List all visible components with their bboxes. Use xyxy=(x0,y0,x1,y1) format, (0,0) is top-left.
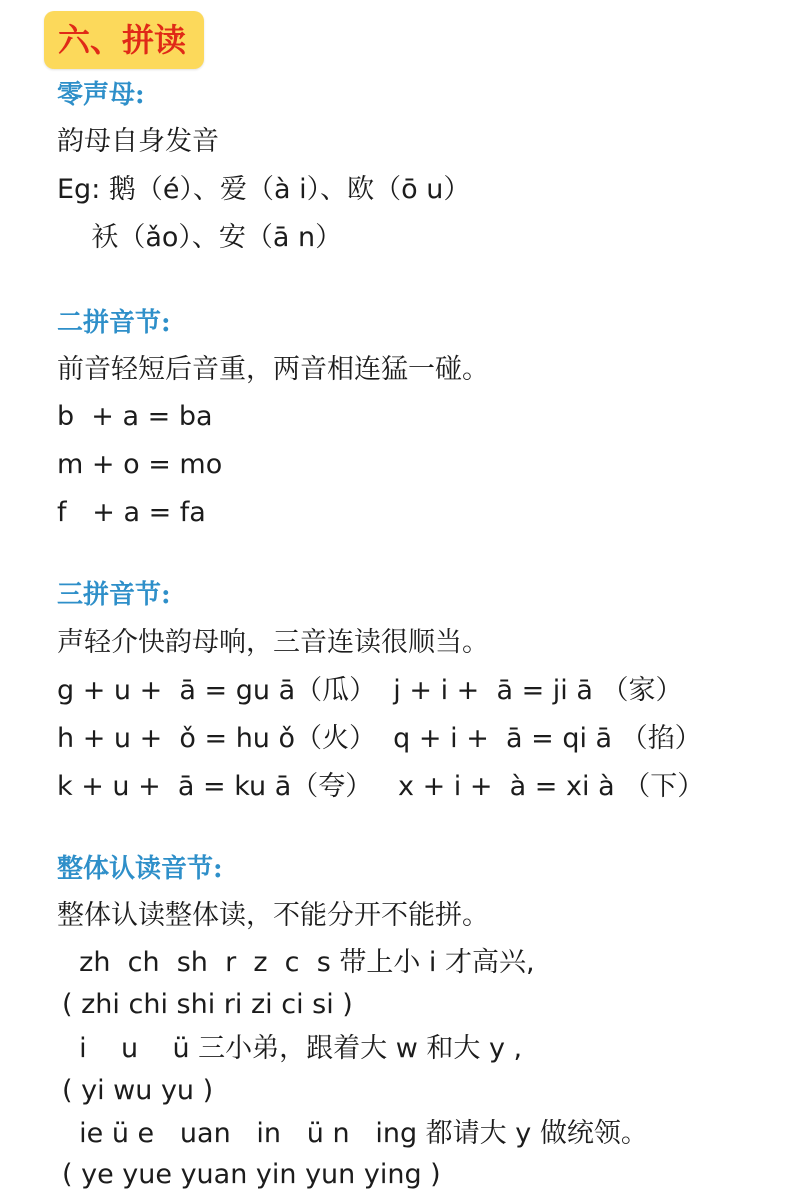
two-part-rule: 前音轻短后音重，两音相连猛一碰。 xyxy=(57,354,489,385)
title-badge xyxy=(44,11,204,69)
zero-initial-example-2: 袄（ǎo）、安（ā n） xyxy=(57,222,343,253)
two-part-example-3: f + a = fa xyxy=(57,497,206,528)
section-heading-zero-initial: 零声母: xyxy=(57,80,145,110)
section-heading-three-part: 三拼音节: xyxy=(57,580,171,610)
whole-syllables-list-3: ( ye yue yuan yin yun ying ) xyxy=(62,1159,441,1190)
two-part-example-1: b + a = ba xyxy=(57,401,213,432)
three-part-example-1: g + u + ā = gu ā（瓜） j + i + ā = ji ā （家） xyxy=(57,675,683,706)
three-part-example-2: h + u + ǒ = hu ǒ（火） q + i + ā = qi ā （掐） xyxy=(57,723,702,754)
zero-initial-example-1: Eg: 鹅（é）、爱（à i）、欧（ō u） xyxy=(57,174,471,205)
two-part-example-2: m + o = mo xyxy=(57,449,223,480)
section-heading-whole-syllables: 整体认读音节: xyxy=(57,854,223,884)
section-heading-two-part: 二拼音节: xyxy=(57,308,171,338)
whole-syllables-verse-2: i u ü 三小弟，跟着大 w 和大 y , xyxy=(62,1033,523,1064)
whole-syllables-verse-3: ie ü e uan in ü n ing 都请大 y 做统领。 xyxy=(62,1118,648,1149)
three-part-example-3: k + u + ā = ku ā（夸） x + i + à = xi à （下） xyxy=(57,771,705,802)
whole-syllables-list-2: ( yi wu yu ) xyxy=(62,1075,214,1106)
whole-syllables-rule: 整体认读整体读，不能分开不能拼。 xyxy=(57,900,489,931)
page-title: 六、拼读 xyxy=(58,21,187,59)
whole-syllables-list-1: ( zhi chi shi ri zi ci si ) xyxy=(62,989,353,1020)
zero-initial-rule: 韵母自身发音 xyxy=(57,126,219,157)
three-part-rule: 声轻介快韵母响，三音连读很顺当。 xyxy=(57,627,489,658)
whole-syllables-verse-1: zh ch sh r z c s 带上小 i 才高兴, xyxy=(62,947,535,978)
